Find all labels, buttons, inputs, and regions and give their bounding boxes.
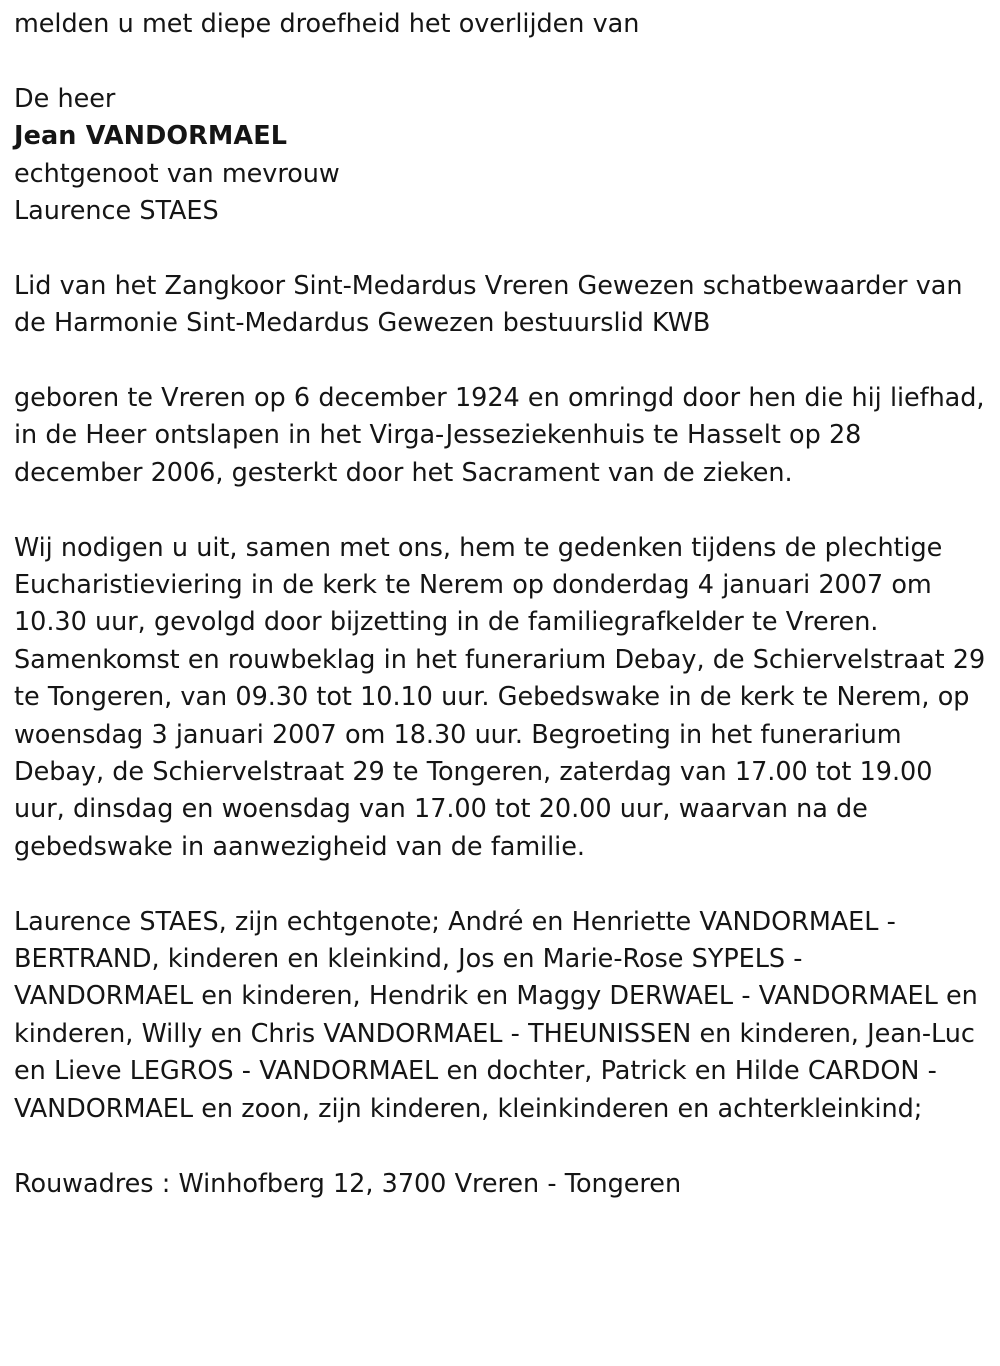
spouse-relation: echtgenoot van mevrouw	[14, 158, 340, 189]
mourning-address-paragraph: Rouwadres : Winhofberg 12, 3700 Vreren - Tongeren	[14, 1168, 682, 1199]
spacer	[14, 343, 986, 380]
life-paragraph: geboren te Vreren op 6 december 1924 en omringd door hen die hij liefhad, in de Heer ontslapen in het Virga-Jesseziekenhuis te Hasselt op 28 december 2006, gesterkt door het Sacrament van de zieken.	[14, 383, 985, 488]
spacer	[14, 1128, 986, 1165]
intro-paragraph: melden u met diepe droefheid het overlijden van	[14, 9, 640, 39]
spacer	[14, 230, 986, 267]
spouse-name: Laurence STAES	[14, 196, 219, 227]
spacer	[14, 492, 986, 529]
spacer	[14, 43, 986, 80]
family-paragraph: Laurence STAES, zijn echtgenote; André en Henriette VANDORMAEL - BERTRAND, kinderen en kleinkind, Jos en Marie-Rose SYPELS - VANDORMAEL en kinderen, Hendrik en Maggy DERWAEL - VANDORMAEL en kinderen, Willy en Chris VANDORMAEL - THEUNISSEN en kinderen, Jean-Luc en Lieve LEGROS - VANDORMAEL en dochter, Patrick en Hilde CARDON - VANDORMAEL en zoon, zijn kinderen, kleinkinderen en achterkleinkind;	[14, 906, 978, 1124]
deceased-title: De heer	[14, 83, 116, 114]
ceremony-paragraph: Wij nodigen u uit, samen met ons, hem te gedenken tijdens de plechtige Eucharistieviering in de kerk te Nerem op donderdag 4 januari 2007 om 10.30 uur, gevolgd door bijzetting in de familiegrafkelder te Vreren. Samenkomst en rouwbeklag in het funerarium Debay, de Schiervelstraat 29 te Tongeren, van 09.30 tot 10.10 uur. Gebedswake in de kerk te Nerem, op woensdag 3 januari 2007 om 18.30 uur. Begroeting in het funerarium Debay, de Schiervelstraat 29 te Tongeren, zaterdag van 17.00 tot 19.00 uur, dinsdag en woensdag van 17.00 tot 20.00 uur, waarvan na de gebedswake in aanwezigheid van de familie.	[14, 532, 986, 862]
memberships-paragraph: Lid van het Zangkoor Sint-Medardus Vreren Gewezen schatbewaarder van de Harmonie Sint-Medardus Gewezen bestuurslid KWB	[14, 270, 963, 339]
deceased-name: Jean VANDORMAEL	[14, 121, 288, 152]
spacer	[14, 866, 986, 903]
